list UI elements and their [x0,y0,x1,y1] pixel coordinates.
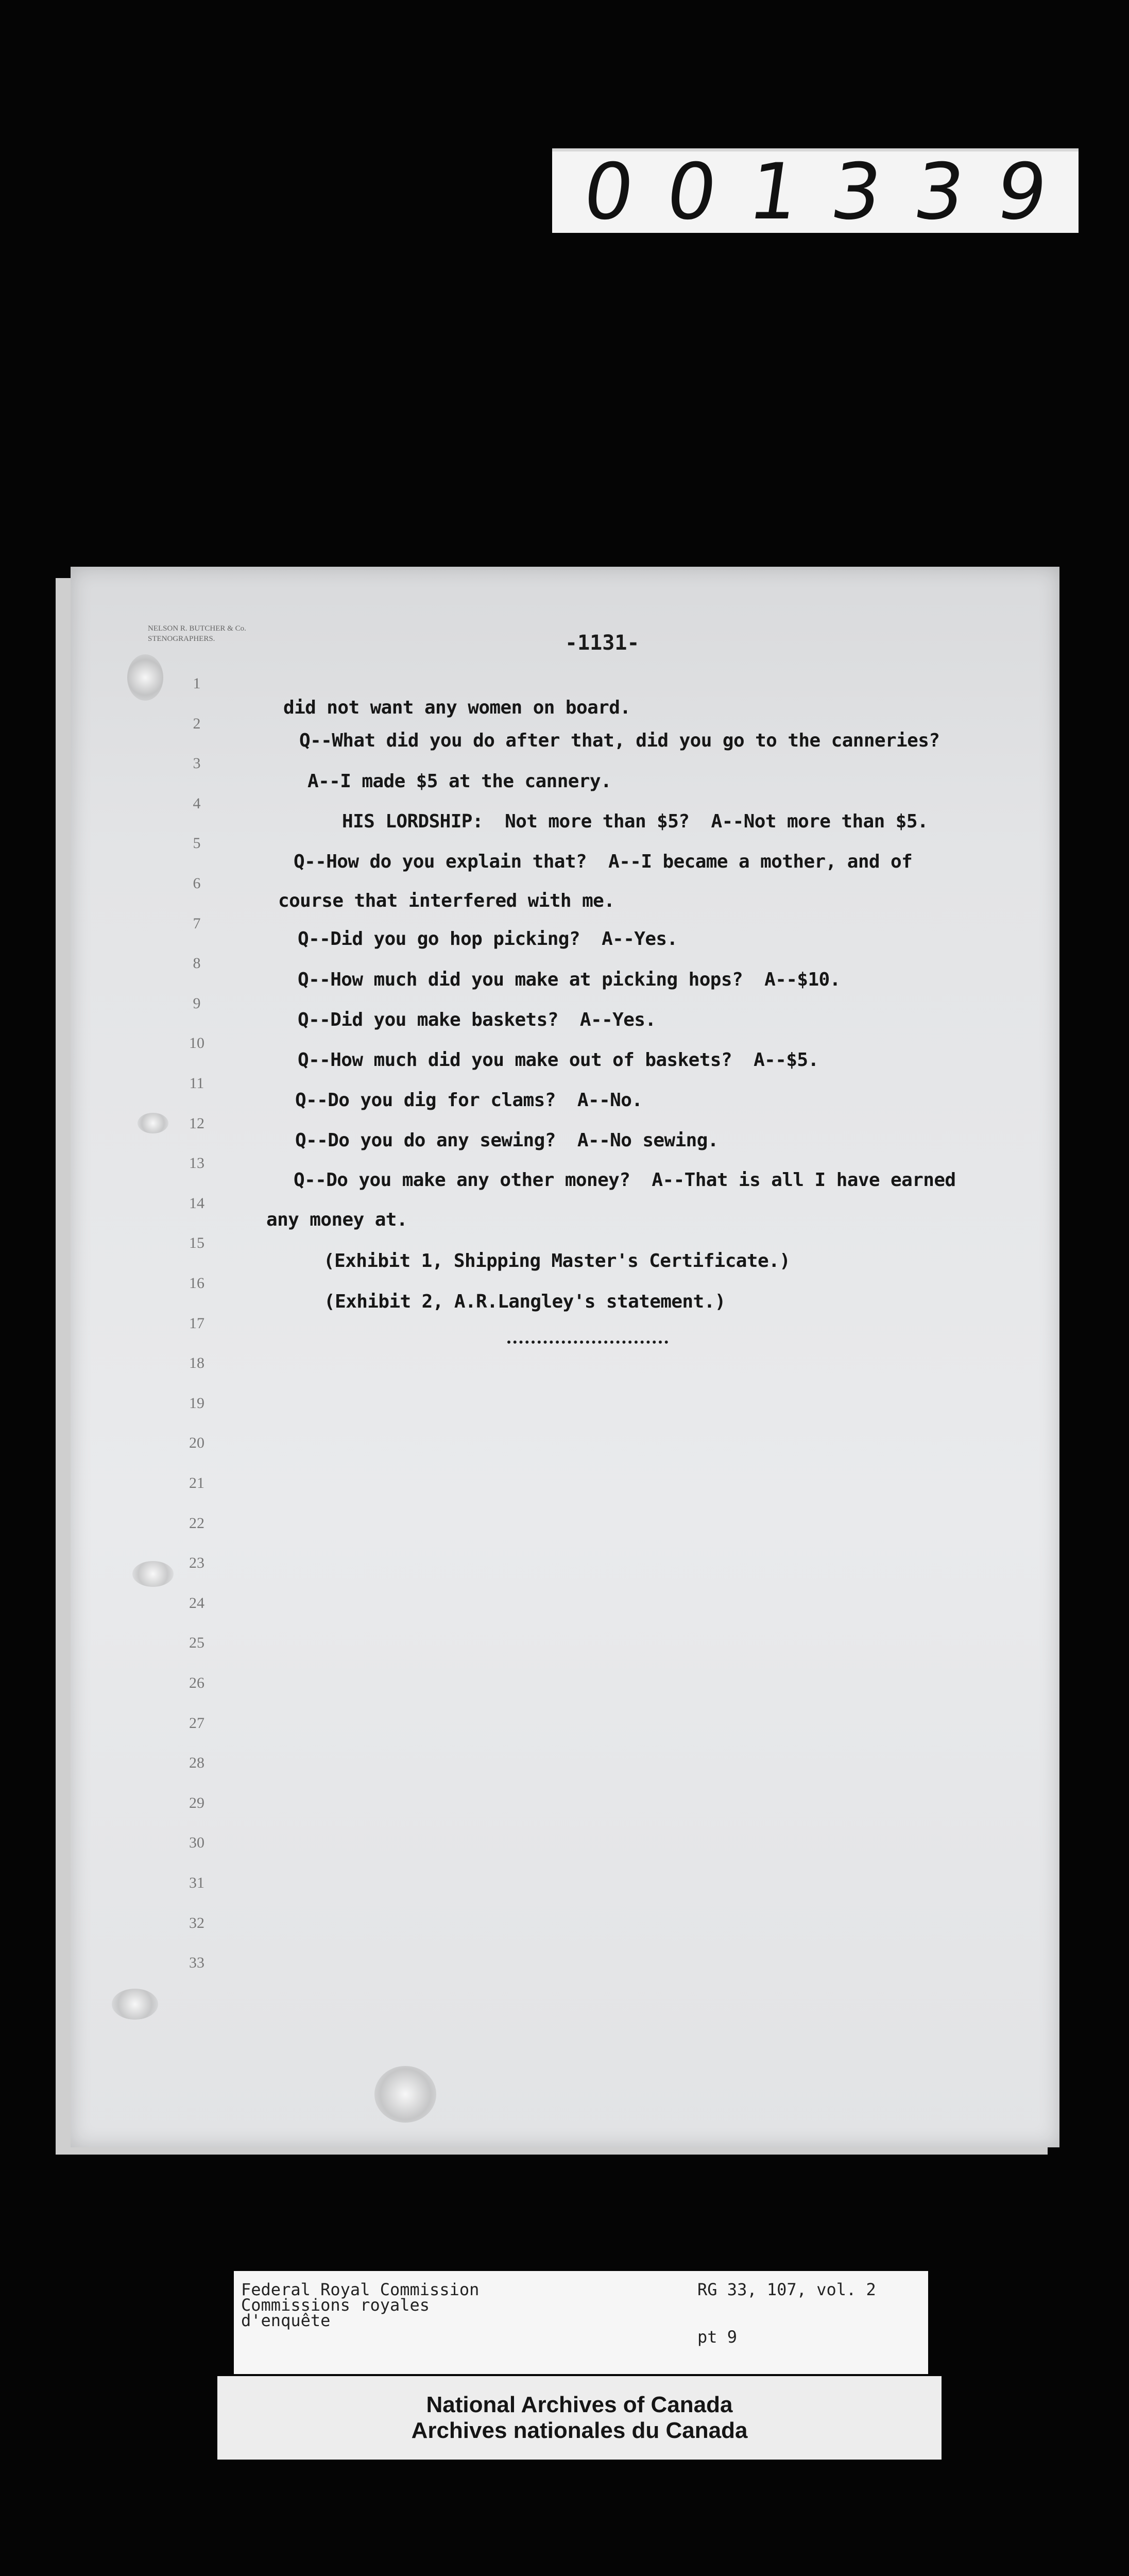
letterhead-line: NELSON R. BUTCHER & Co. [148,624,246,633]
text-line: HIS LORDSHIP: Not more than $5? A--Not more than $5. [342,811,928,832]
label-part: pt 9 [697,2327,738,2347]
line-number: 9 [193,994,201,1012]
text-line: (Exhibit 1, Shipping Master's Certificate.) [323,1250,791,1272]
document-page [71,567,1059,2147]
paper-blemish [374,2066,436,2123]
text-line: Q--Do you dig for clams? A--No. [295,1090,643,1111]
line-number: 5 [193,835,201,852]
archives-banner [217,2376,942,2460]
text-line: Q--How much did you make at picking hops? A--$10. [298,969,841,990]
line-number: 26 [189,1674,204,1691]
frame-digit: 3 [826,147,888,237]
text-line: A--I made $5 at the cannery. [307,771,612,792]
letterhead-line: STENOGRAPHERS. [148,635,215,643]
line-number: 8 [193,955,201,972]
text-line: Q--Do you do any sewing? A--No sewing. [295,1130,719,1151]
line-number: 1 [193,675,201,692]
letterhead [148,623,246,644]
text-line: Q--Did you go hop picking? A--Yes. [298,928,678,950]
archives-name-french: Archives nationales du Canada [411,2418,748,2443]
line-number: 4 [193,794,201,812]
text-line: (Exhibit 2, A.R.Langley's statement.) [324,1291,726,1312]
frame-number-strip [552,147,1079,237]
frame-digit: 1 [743,147,805,237]
line-number: 32 [189,1914,204,1931]
line-number: 12 [189,1114,204,1132]
line-number: 33 [189,1954,204,1972]
line-number: 7 [193,914,201,932]
line-number: 28 [189,1754,204,1772]
line-number: 31 [189,1874,204,1891]
archives-name-english: National Archives of Canada [426,2392,733,2417]
label-reference: RG 33, 107, vol. 2 [697,2280,876,2299]
label-line: Federal Royal Commission [241,2280,480,2299]
frame-digit: 0 [660,147,723,237]
paper-blemish [138,1113,168,1133]
label-line: d'enquête [241,2311,331,2330]
line-number: 18 [189,1354,204,1372]
paper-blemish [132,1561,174,1587]
frame-digit: 9 [990,147,1053,237]
text-line: Q--How do you explain that? A--I became a mother, and of [294,851,913,872]
closing-rule [507,1341,668,1344]
label-line: Commissions royales [241,2295,430,2315]
line-number: 30 [189,1834,204,1852]
line-number: 23 [189,1554,204,1572]
text-line: course that interfered with me. [278,890,615,911]
line-number: 22 [189,1514,204,1532]
paper-blemish [112,1989,158,2020]
line-number: 29 [189,1794,204,1811]
line-number: 14 [189,1194,204,1212]
text-line: Q--What did you do after that, did you go to the canneries? [299,730,940,751]
line-number: 25 [189,1634,204,1652]
line-number: 16 [189,1275,204,1292]
line-number: 3 [193,755,201,772]
paper-blemish [127,654,163,701]
line-number: 2 [193,715,201,732]
line-number: 13 [189,1155,204,1172]
line-number: 24 [189,1594,204,1612]
line-number: 15 [189,1234,204,1252]
text-line: did not want any women on board. [283,697,631,718]
line-number: 20 [189,1434,204,1452]
text-line: Q--Do you make any other money? A--That is all I have earned [294,1170,956,1191]
text-line: any money at. [266,1209,407,1230]
line-number: 17 [189,1314,204,1332]
frame-digit: 3 [908,147,970,237]
text-line: Q--How much did you make out of baskets? A--$5. [298,1049,819,1071]
line-number: 10 [189,1035,204,1052]
line-number: 11 [189,1075,204,1092]
collection-label [234,2271,928,2374]
line-number: 6 [193,875,201,892]
page-number: -1131- [565,631,640,655]
line-number: 19 [189,1394,204,1412]
line-number: 27 [189,1714,204,1732]
line-number: 21 [189,1475,204,1492]
frame-digit: 0 [578,147,640,237]
text-line: Q--Did you make baskets? A--Yes. [298,1009,656,1030]
